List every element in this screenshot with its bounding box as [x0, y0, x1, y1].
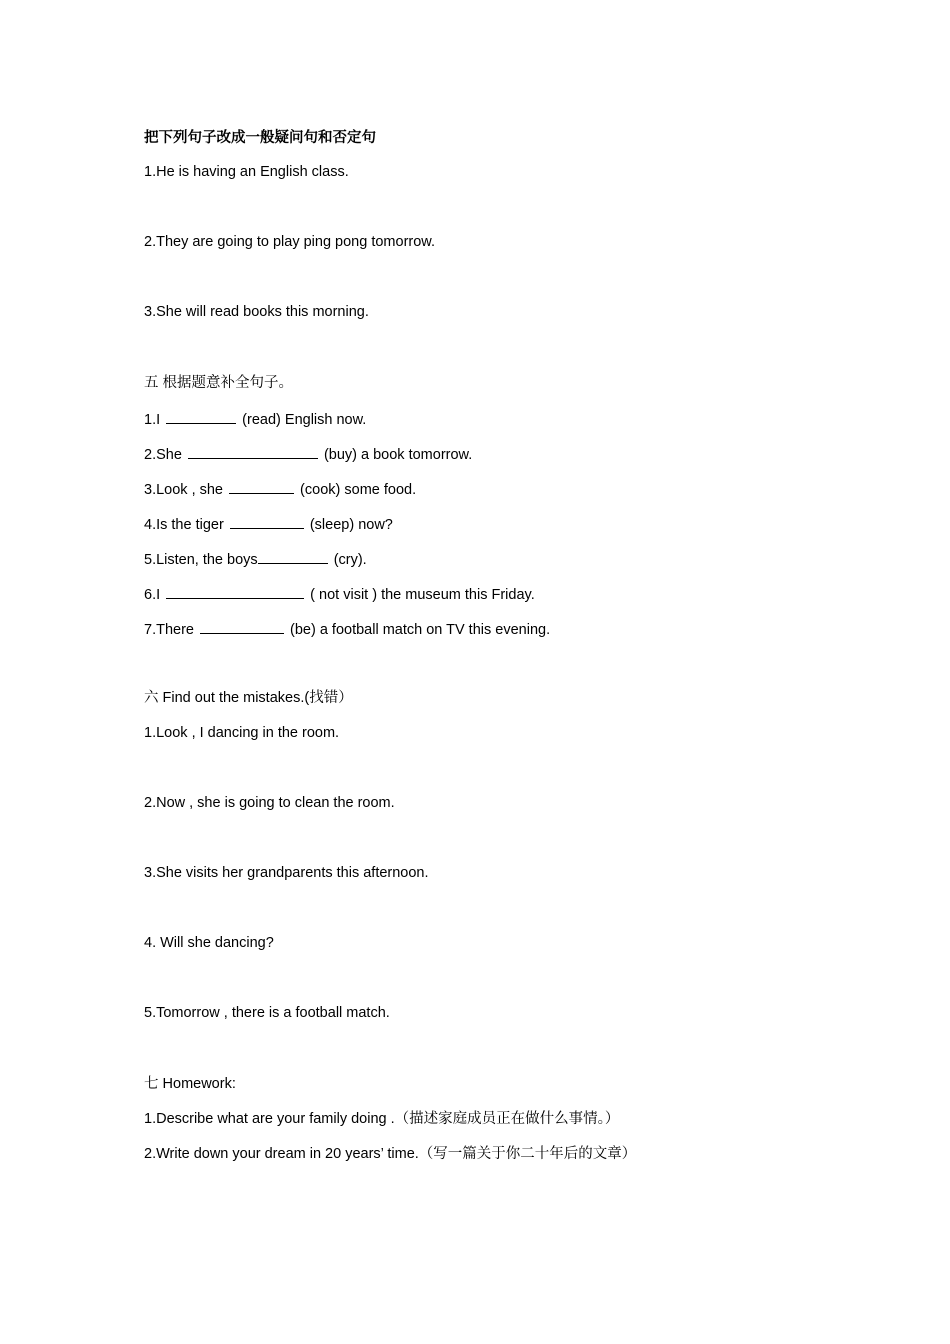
rewrite-item-1: 1.He is having an English class.	[144, 164, 349, 180]
fill-in-text-after: (cook) some food.	[296, 482, 417, 498]
rewrite-item-3: 3.She will read books this morning.	[144, 304, 369, 320]
fill-in-item-1	[144, 408, 366, 430]
fill-in-text-after: (read) English now.	[238, 412, 367, 428]
fill-in-item-3	[144, 478, 416, 500]
fill-in-text-after: (sleep) now?	[305, 517, 393, 533]
answer-blank[interactable]	[200, 618, 284, 634]
section-title-rewrite: 把下列句子改成一般疑问句和否定句	[144, 130, 376, 146]
section-title-fill-in: 五 根据题意补全句子。	[144, 375, 294, 391]
fill-in-text-before: 2.She	[144, 447, 186, 463]
answer-blank[interactable]	[166, 408, 236, 424]
fill-in-text-before: 6.I	[144, 587, 165, 603]
section-title-homework: 七 Homework:	[144, 1076, 236, 1092]
answer-blank[interactable]	[188, 443, 318, 459]
fill-in-text-before: 7.There	[144, 622, 198, 638]
fill-in-text-after: ( not visit ) the museum this Friday.	[306, 587, 535, 603]
answer-blank[interactable]	[258, 548, 328, 564]
fill-in-text-after: (be) a football match on TV this evening.	[286, 622, 551, 638]
homework-item-1: 1.Describe what are your family doing .（描述家庭成员正在做什么事情。）	[144, 1111, 620, 1127]
answer-blank[interactable]	[230, 513, 304, 529]
fill-in-item-4	[144, 513, 393, 535]
section-title-mistakes: 六 Find out the mistakes.(找错）	[144, 690, 353, 706]
fill-in-text-before: 5.Listen, the boys	[144, 552, 258, 568]
fill-in-item-5	[144, 548, 367, 570]
fill-in-text-after: (buy) a book tomorrow.	[319, 447, 473, 463]
mistake-item-5: 5.Tomorrow , there is a football match.	[144, 1005, 390, 1021]
answer-blank[interactable]	[166, 583, 304, 599]
mistake-item-3: 3.She visits her grandparents this afternoon.	[144, 865, 429, 881]
homework-item-2: 2.Write down your dream in 20 years’ time.（写一篇关于你二十年后的文章）	[144, 1146, 637, 1162]
rewrite-item-2: 2.They are going to play ping pong tomorrow.	[144, 234, 435, 250]
fill-in-text-after: (cry).	[329, 552, 367, 568]
fill-in-text-before: 3.Look , she	[144, 482, 228, 498]
answer-blank[interactable]	[229, 478, 294, 494]
mistake-item-1: 1.Look , I dancing in the room.	[144, 725, 340, 741]
mistake-item-2: 2.Now , she is going to clean the room.	[144, 795, 395, 811]
fill-in-item-7	[144, 618, 550, 640]
mistake-item-4: 4. Will she dancing?	[144, 935, 274, 951]
fill-in-text-before: 4.Is the tiger	[144, 517, 228, 533]
fill-in-item-6	[144, 583, 535, 605]
fill-in-text-before: 1.I	[144, 412, 165, 428]
fill-in-item-2	[144, 443, 472, 465]
